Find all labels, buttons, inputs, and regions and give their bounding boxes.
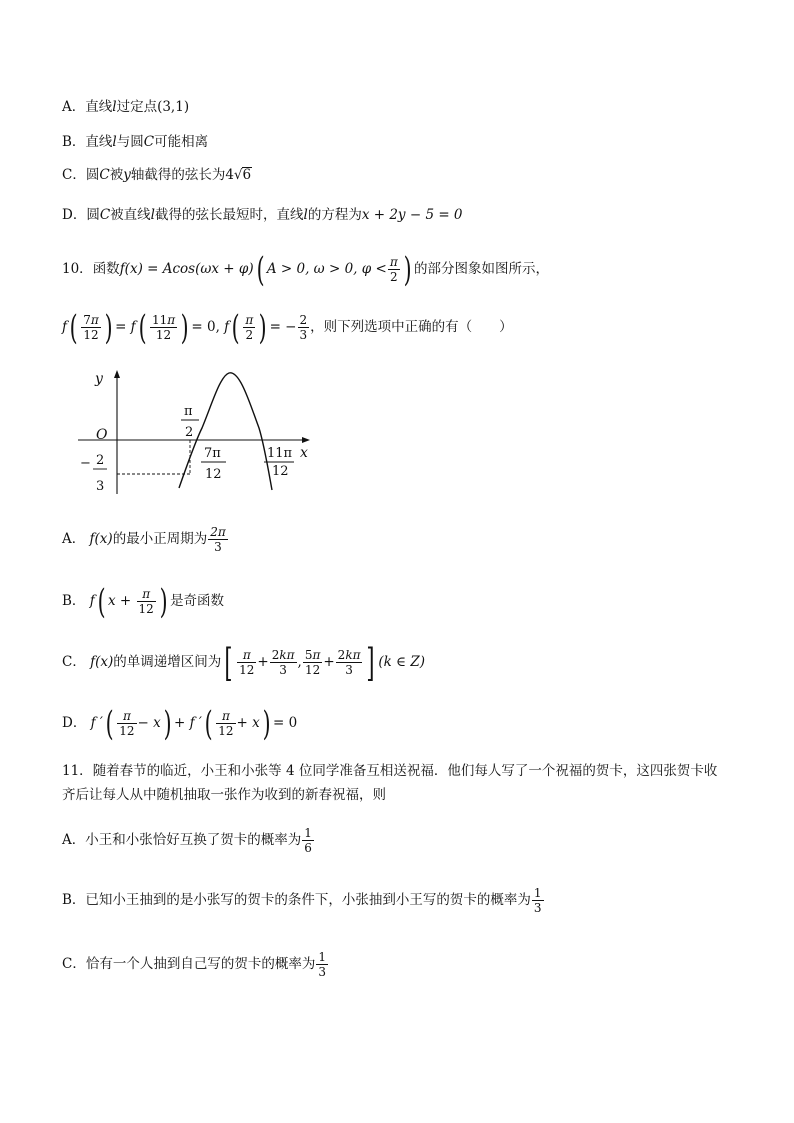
q11-stem-line1: 11．随着春节的临近，小王和小张等 4 位同学准备互相送祝福．他们每人写了一个祝福的贺卡，这四张贺卡收 [62,763,718,779]
q9-option-c: C．圆C被y轴截得的弦长为4√6 [62,167,252,183]
x-axis-label: x [300,445,308,461]
y-axis-label: y [95,371,103,387]
svg-text:3: 3 [96,479,105,494]
graph-svg [74,366,314,498]
mark-7pi-over-12 [201,446,226,482]
q11-option-c: C．恰有一个人抽到自己写的贺卡的概率为 $\frac{1}{3}$ [62,950,326,979]
q11-stem-line2: 齐后让每人从中随机抽取一张作为收到的新春祝福，则 [62,787,386,803]
svg-text:12: 12 [205,467,222,482]
origin-label: O [96,427,108,443]
q10-option-d: D． f ′( $\frac{\pi}{12}$ − x) + f ′( $\frac{\pi}{12}$ + x) = 0 [62,703,298,744]
svg-text:12: 12 [272,464,289,479]
svg-text:11π: 11π [267,446,293,461]
q10-function-graph [74,366,314,498]
q9-option-d: D．圆C被直线l截得的弦长最短时，直线l的方程为x + 2y − 5 = 0 [62,207,463,223]
q10-option-a: A． f(x)的最小正周期为 $\frac{2\pi}{3}$ [62,525,226,554]
svg-text:π: π [184,404,193,419]
mark-pi-over-2 [181,404,199,440]
svg-text:2: 2 [185,425,194,440]
q9-option-a: A．直线l过定点(3,1) [62,99,190,115]
q10-given-values: f( $\frac{7\pi}{12}$ ) = f( $\frac{11\pi}{12}$ ) = 0, f( $\frac{\pi}{2}$ ) = − $\frac{2}{3}$ ，则下列选项中正确的有（ ） [62,307,513,348]
q11-option-b: B．已知小王抽到的是小张写的贺卡的条件下，小张抽到小王写的贺卡的概率为 $\frac{1}{3}$ [62,886,542,915]
svg-text:2: 2 [96,453,105,468]
q9-option-b: B．直线l与圆C可能相离 [62,134,209,150]
q10-option-b: B． f( x + $\frac{\pi}{12}$ ) 是奇函数 [62,581,225,622]
x-axis-arrow-icon [302,437,310,443]
q10-option-c: C． f(x)的单调递增区间为[ $\frac{\pi}{12}$ + $\frac{2k\pi}{3}$ , $\frac{5\pi}{12}$ + $\frac{2k\pi}{3}$ ] (k ∈ Z) [62,640,425,685]
q10-stem: 10．函数f(x) = Acos(ωx + φ)( A > 0, ω > 0, φ < $\frac{\pi}{2}$ ) 的部分图象如图所示， [62,249,549,290]
y-axis-arrow-icon [114,370,120,378]
svg-text:7π: 7π [204,446,221,461]
svg-text:−: − [80,456,91,471]
q11-option-a: A．小王和小张恰好互换了贺卡的概率为 $\frac{1}{6}$ [62,826,312,855]
mark-neg-2-over-3 [80,453,107,494]
